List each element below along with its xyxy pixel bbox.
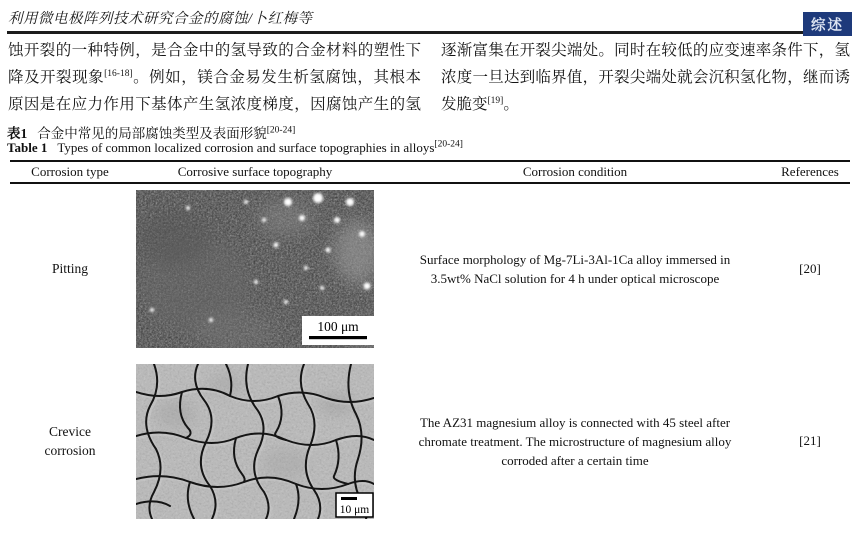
table-caption-zh — [7, 122, 295, 142]
scale-bar — [302, 316, 374, 345]
text-line — [8, 64, 421, 91]
table-row-crevice — [10, 353, 850, 529]
citation-sup: [20-24] — [266, 125, 296, 136]
micrograph-cell — [130, 190, 380, 348]
text-line — [441, 91, 850, 118]
text-line: 原因是在应力作用下基体产生氢浓度梯度，因腐蚀产生的氢 — [8, 96, 421, 113]
scale-bar-label: 100 μm — [317, 318, 359, 334]
citation-sup: [16-18] — [104, 68, 133, 79]
corrosion-type-cell — [10, 259, 130, 278]
body-right-column — [441, 37, 850, 118]
table-caption-zh-text: 合金中常见的局部腐蚀类型及表面形貌 — [37, 126, 267, 141]
section-badge: 综述 — [803, 12, 852, 36]
header-divider — [7, 31, 852, 34]
table-caption-en-text: Types of common localized corrosion and surface topographies in alloys — [57, 140, 435, 155]
corrosion-type-label: Crevice corrosion — [44, 424, 96, 458]
scale-bar-label: 10 μm — [339, 503, 370, 516]
table-header-row — [10, 162, 850, 184]
citation-sup: [19] — [487, 95, 504, 106]
pitting-micrograph — [136, 190, 374, 348]
reference-cell: [20] — [799, 260, 821, 276]
table-row-pitting — [10, 184, 850, 353]
condition-text: The AZ31 magnesium alloy is connected with 45 steel after chromate treatment. The microstructure of magnesium alloy corroded after a certain time — [418, 414, 732, 468]
condition-text: Surface morphology of Mg-7Li-3Al-1Ca alloy immersed in 3.5wt% NaCl solution for 4 h under optical microscope — [419, 251, 731, 286]
col-header-references: References — [781, 164, 839, 179]
corrosion-type-cell — [10, 422, 130, 460]
corrosion-condition-cell — [380, 250, 770, 288]
col-header-corrosion-type: Corrosion type — [31, 164, 109, 179]
text-segment: 。例如，镁合金易发生析氢腐蚀，其根本 — [132, 69, 421, 86]
reference-cell: [21] — [799, 433, 821, 448]
running-title: 利用微电极阵列技术研究合金的腐蚀/卜红梅等 — [8, 11, 313, 27]
crevice-micrograph — [136, 364, 374, 519]
body-left-column — [8, 37, 421, 118]
table-caption-zh-label: 表1 — [7, 126, 28, 141]
col-header-surface-topography: Corrosive surface topography — [177, 164, 333, 179]
micrograph-cell — [130, 364, 380, 519]
text-line: 逐渐富集在开裂尖端处。同时在较低的应变速率条件下，氢 — [441, 42, 850, 59]
text-segment: 降及开裂现象 — [8, 69, 105, 86]
citation-sup: [20-24] — [434, 139, 463, 150]
table-caption-en-label: Table 1 — [7, 140, 48, 155]
scale-bar — [336, 493, 373, 517]
table-1 — [10, 160, 850, 529]
text-line: 蚀开裂的一种特例，是合金中的氢导致的合金材料的塑性下 — [8, 42, 421, 59]
text-segment: 发脆变 — [441, 96, 488, 113]
text-segment: 。 — [503, 96, 519, 113]
text-line: 浓度一旦达到临界值，开裂尖端处就会沉积氢化物，继而诱 — [441, 69, 850, 86]
corrosion-type-label: Pitting — [51, 261, 88, 276]
corrosion-condition-cell — [380, 413, 770, 470]
table-caption-en — [7, 140, 463, 156]
col-header-corrosion-condition: Corrosion condition — [522, 164, 628, 179]
